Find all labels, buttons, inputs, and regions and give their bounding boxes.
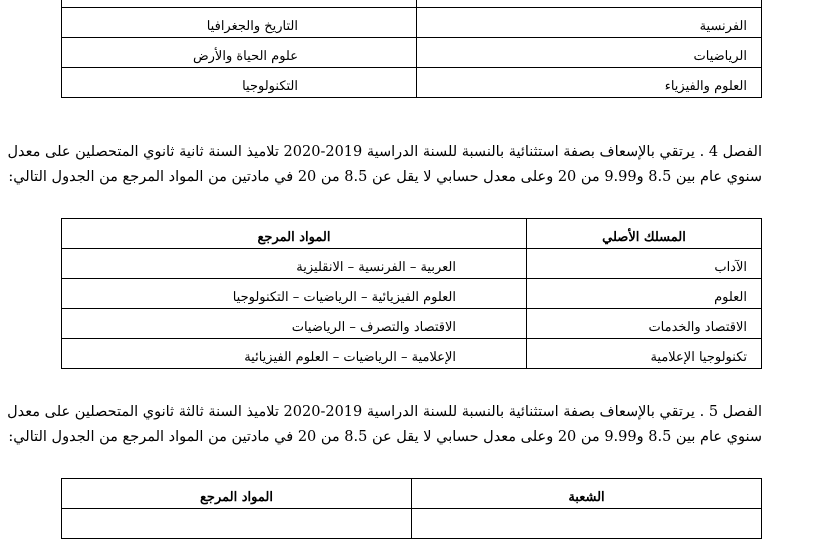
table-cell: الاقتصاد والخدمات [527,309,762,339]
paragraph-line: الفصل 4 . يرتقي بالإسعاف بصفة استثنائية بالنسبة للسنة الدراسية 2019-2020 تلاميذ السنة ثانية ثانوي المتحصلين على معدل [7,144,762,160]
table-row [62,279,762,309]
table-cell [417,0,762,8]
table-cell [62,509,412,539]
column-header: الشعبة [412,479,762,509]
table-cell: التاريخ والجغرافيا [62,8,417,38]
article-5-paragraph [7,400,762,450]
table-cell: العلوم والفيزياء [417,68,762,98]
table-row [62,8,762,38]
table-cell: علوم الحياة والأرض [62,38,417,68]
branch-subjects-table [61,478,762,539]
table-row [62,249,762,279]
table-cell: الآداب [527,249,762,279]
table-cell: العلوم الفيزيائية – الرياضيات – التكنولوجيا [62,279,527,309]
table-cell: الفرنسية [417,8,762,38]
table-cell [62,0,417,8]
paragraph-line: سنوي عام بين 8.5 و9.99 من 20 وعلى معدل حسابي لا يقل عن 8.5 من 20 في مادتين من المواد المرجع من الجدول التالي: [8,429,762,445]
table-header-row [62,219,762,249]
table-row [62,0,762,8]
column-header: المواد المرجع [62,219,527,249]
table-cell [412,509,762,539]
table-row [62,309,762,339]
column-header: المواد المرجع [62,479,412,509]
table-cell: الإعلامية – الرياضيات – العلوم الفيزيائية [62,339,527,369]
reference-subjects-table [61,218,762,369]
article-4-paragraph [7,140,762,190]
table-cell: العلوم [527,279,762,309]
table-cell: العربية – الفرنسية – الانقليزية [62,249,527,279]
table-row [62,509,762,539]
column-header: المسلك الأصلي [527,219,762,249]
paragraph-line: سنوي عام بين 8.5 و9.99 من 20 وعلى معدل حسابي لا يقل عن 8.5 من 20 في مادتين من المواد المرجع من الجدول التالي: [8,169,762,185]
table-header-row [62,479,762,509]
table-cell: الرياضيات [417,38,762,68]
paragraph-line: الفصل 5 . يرتقي بالإسعاف بصفة استثنائية بالنسبة للسنة الدراسية 2019-2020 تلاميذ السنة ثالثة ثانوي المتحصلين على معدل [7,404,762,420]
table-cell: الاقتصاد والتصرف – الرياضيات [62,309,527,339]
table-row [62,38,762,68]
table-row [62,339,762,369]
subjects-table [61,0,762,98]
table-cell: التكنولوجيا [62,68,417,98]
table-row [62,68,762,98]
table-cell: تكنولوجيا الإعلامية [527,339,762,369]
